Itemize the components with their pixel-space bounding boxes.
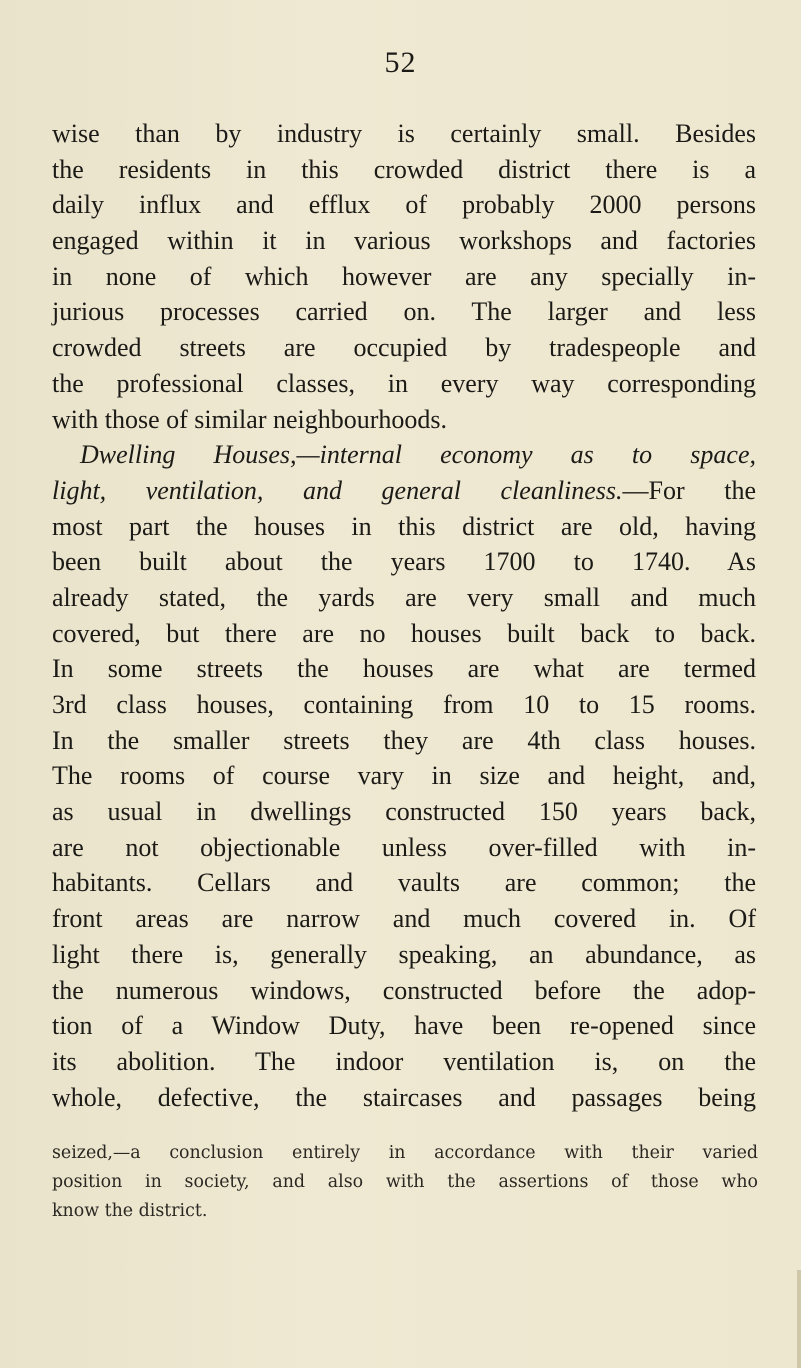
text-line: engaged within it in various workshops and factories bbox=[52, 226, 756, 256]
quote-line: know the district. bbox=[52, 1201, 208, 1221]
text-line: in none of which however are any specially in- bbox=[52, 261, 756, 291]
text-line: The rooms of course vary in size and height, and, bbox=[52, 761, 756, 791]
text-line: In the smaller streets they are 4th class houses. bbox=[52, 725, 756, 755]
quote-line: position in society, and also with the assertions of those who bbox=[52, 1172, 758, 1192]
section-heading-rest: —For the bbox=[622, 475, 756, 505]
text-line: daily influx and efflux of probably 2000 persons bbox=[52, 190, 756, 220]
text-line: already stated, the yards are very small and much bbox=[52, 582, 756, 612]
text-line: the residents in this crowded district there is a bbox=[52, 154, 756, 184]
text-line: crowded streets are occupied by tradespeople and bbox=[52, 333, 756, 363]
text-line: light there is, generally speaking, an abundance, as bbox=[52, 939, 756, 969]
text-line: most part the houses in this district are old, having bbox=[52, 511, 756, 541]
text-line: wise than by industry is certainly small. Besides bbox=[52, 119, 756, 148]
text-line: 3rd class houses, containing from 10 to 15 rooms. bbox=[52, 690, 756, 719]
section-heading-line bbox=[52, 437, 756, 473]
text-line: with those of similar neighbourhoods. bbox=[52, 404, 448, 434]
text-line: jurious processes carried on. The larger and less bbox=[52, 297, 756, 327]
page-number: 52 bbox=[384, 46, 417, 79]
section-heading-line bbox=[52, 473, 756, 509]
quote-line: seized,—a conclusion entirely in accordance with their varied bbox=[52, 1143, 758, 1163]
text-line: front areas are narrow and much covered in. Of bbox=[52, 904, 756, 934]
text-line: its abolition. The indoor ventilation is, on the bbox=[52, 1046, 756, 1076]
text-line: as usual in dwellings constructed 150 years back, bbox=[52, 797, 756, 827]
text-line: the professional classes, in every way corresponding bbox=[52, 368, 756, 398]
section-heading-italic: Dwelling Houses,—internal economy as to space, bbox=[80, 440, 756, 470]
body-text bbox=[52, 116, 756, 1115]
text-line: whole, defective, the staircases and passages being bbox=[52, 1082, 756, 1112]
text-line: the numerous windows, constructed before the adop- bbox=[52, 975, 756, 1005]
text-line: tion of a Window Duty, have been re-opened since bbox=[52, 1011, 756, 1041]
text-line: In some streets the houses are what are termed bbox=[52, 654, 756, 684]
text-line: habitants. Cellars and vaults are common; the bbox=[52, 868, 756, 898]
quoted-passage bbox=[52, 1139, 758, 1226]
text-line: covered, but there are no houses built back to back. bbox=[52, 618, 756, 648]
text-line: are not objectionable unless over-filled with in- bbox=[52, 832, 756, 862]
section-heading-italic: light, ventilation, and general cleanliness. bbox=[52, 475, 623, 505]
text-line: been built about the years 1700 to 1740. As bbox=[52, 547, 756, 577]
page-edge-shadow bbox=[797, 1270, 801, 1368]
